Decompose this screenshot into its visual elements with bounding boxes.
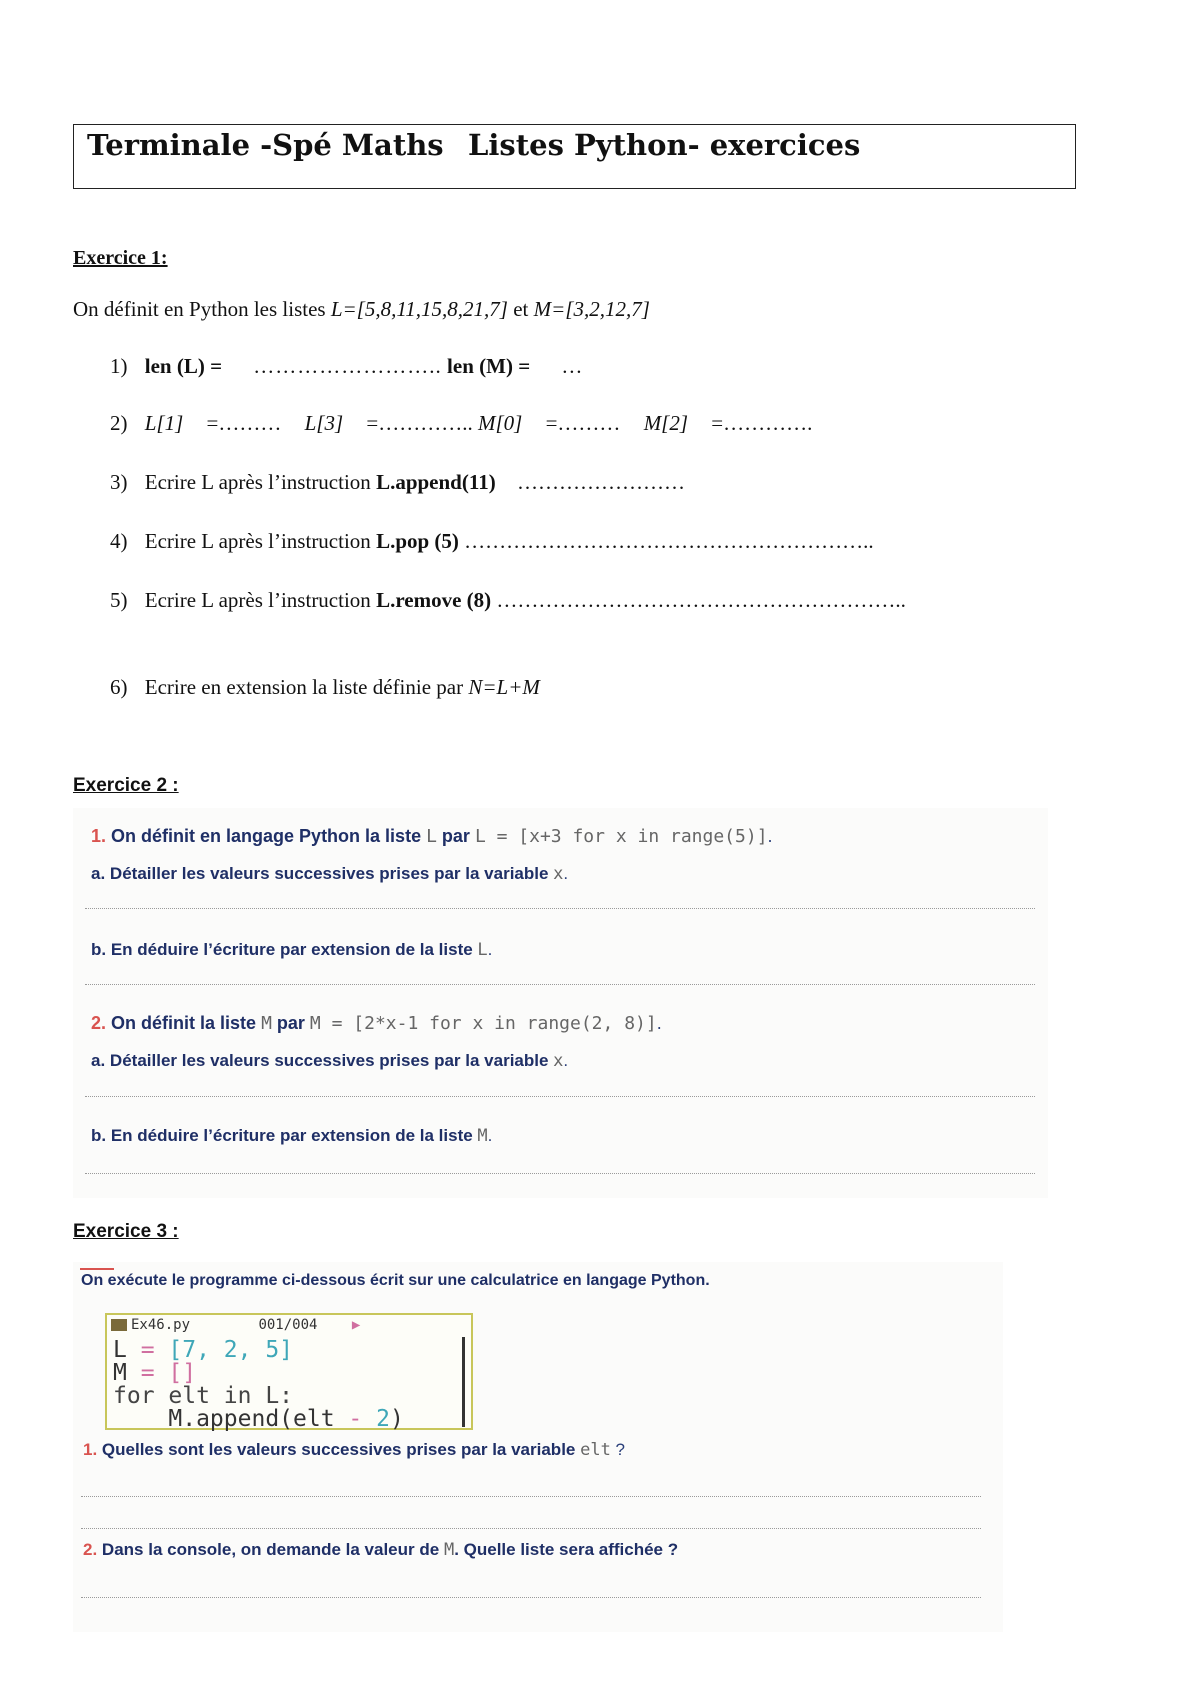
question-5 xyxy=(110,588,906,613)
ex2-question-2a xyxy=(91,1051,568,1071)
answer-dots: …………………… xyxy=(516,470,685,494)
ex2-question-1a xyxy=(91,864,568,884)
period: . xyxy=(487,1126,493,1145)
list-M-definition: M=[3,2,12,7] xyxy=(533,297,650,321)
var-elt: elt xyxy=(580,1440,611,1460)
period: . xyxy=(656,1013,662,1033)
question-4 xyxy=(110,529,874,554)
code-token: [7, 2, 5] xyxy=(168,1337,294,1363)
len-L: len (L) = xyxy=(144,354,223,378)
calc-filename: Ex46.py xyxy=(131,1317,191,1333)
code-token: L xyxy=(113,1337,127,1363)
intro-and: et xyxy=(507,297,534,321)
question-2 xyxy=(110,411,812,436)
question-number: 3) xyxy=(110,470,128,494)
ex2-question-1 xyxy=(91,826,773,847)
answer-dots: =…………. xyxy=(711,411,813,435)
question-3 xyxy=(110,470,685,495)
var-L: L xyxy=(426,826,437,847)
question-text: Ecrire L après l’instruction xyxy=(144,529,377,553)
answer-dots: =……… xyxy=(545,411,621,435)
period: . xyxy=(563,1051,569,1070)
question-text: On définit la liste xyxy=(111,1013,262,1033)
M-index-0: M[0] xyxy=(478,411,523,435)
calc-code xyxy=(113,1339,404,1431)
question-text: par xyxy=(271,1013,310,1033)
exercise-1-intro xyxy=(73,297,650,322)
code-M: M = [2*x-1 for x in range(2, 8)] xyxy=(309,1013,657,1034)
question-number: 2. xyxy=(91,1013,107,1033)
ex3-intro xyxy=(81,1272,710,1290)
file-icon xyxy=(111,1319,127,1331)
question-text: Détailler les valeurs successives prises par la variable xyxy=(109,1051,554,1070)
code-token: 2 xyxy=(362,1406,390,1432)
question-text: . Quelle liste sera affichée ? xyxy=(454,1540,679,1559)
question-mark: ? xyxy=(610,1440,625,1459)
expression-N: N=L+M xyxy=(468,675,540,699)
var-M: M xyxy=(477,1126,488,1146)
code-token: for elt in L: xyxy=(113,1383,294,1409)
answer-dots: ………………………………………………….. xyxy=(496,588,906,612)
sub-label: a. xyxy=(91,1051,106,1070)
var-L: L xyxy=(477,940,488,960)
period: . xyxy=(487,940,493,959)
question-number: 5) xyxy=(110,588,128,612)
question-number: 1) xyxy=(110,354,128,378)
exercise-1-title: Exercice 1: xyxy=(73,247,168,269)
var-x: x xyxy=(553,1051,564,1071)
sub-label: a. xyxy=(91,864,106,883)
code-token: [] xyxy=(168,1360,197,1386)
question-number: 2) xyxy=(110,411,128,435)
ex2-question-2 xyxy=(91,1013,662,1034)
answer-dots: … xyxy=(561,354,584,378)
answer-dots: …………………….. xyxy=(253,354,442,378)
calc-line-counter: 001/004 xyxy=(258,1317,318,1333)
question-text: par xyxy=(436,826,475,846)
var-M: M xyxy=(261,1013,272,1034)
period: . xyxy=(563,864,569,883)
instruction-remove: L.remove (8) xyxy=(376,588,492,612)
intro-text: On exécute le programme ci-dessous écrit sur une calculatrice en langage Python. xyxy=(81,1272,710,1289)
instruction-pop: L.pop (5) xyxy=(376,529,459,553)
answer-dots: =……… xyxy=(206,411,282,435)
calculator-header xyxy=(111,1317,360,1333)
question-text: Ecrire L après l’instruction xyxy=(144,588,377,612)
code-token: = xyxy=(126,1337,169,1363)
answer-line xyxy=(81,1597,981,1598)
ex3-question-1 xyxy=(83,1440,625,1460)
calculator-screen xyxy=(105,1313,473,1430)
code-token: = xyxy=(126,1360,169,1386)
question-number: 6) xyxy=(110,675,128,699)
M-index-2: M[2] xyxy=(643,411,689,435)
L-index-1: L[1] xyxy=(144,411,184,435)
code-L: L = [x+3 for x in range(5)] xyxy=(474,826,768,847)
exercise-2-title: Exercice 2 : xyxy=(73,775,179,796)
answer-line xyxy=(85,984,1035,985)
course-title: Terminale -Spé Maths xyxy=(87,128,444,162)
L-index-3: L[3] xyxy=(304,411,344,435)
scroll-bar xyxy=(462,1337,465,1427)
ex3-question-2 xyxy=(83,1540,678,1560)
code-token: ) xyxy=(389,1406,404,1432)
question-text: Ecrire en extension la liste définie par xyxy=(144,675,469,699)
var-x: x xyxy=(553,864,564,884)
question-text: En déduire l’écriture par extension de la liste xyxy=(110,1126,478,1145)
question-text: Détailler les valeurs successives prises par la variable xyxy=(109,864,554,883)
question-text: Quelles sont les valeurs successives prises par la variable xyxy=(101,1440,581,1459)
instruction-append: L.append(11) xyxy=(376,470,496,494)
period: . xyxy=(767,826,773,846)
intro-text: On définit en Python les listes xyxy=(73,297,331,321)
question-text: Ecrire L après l’instruction xyxy=(144,470,377,494)
ex2-question-2b xyxy=(91,1126,492,1146)
code-token: M.append(elt xyxy=(113,1406,349,1432)
code-token: - xyxy=(348,1406,363,1432)
exercise-2-panel xyxy=(73,808,1048,1198)
question-number: 2. xyxy=(83,1540,98,1559)
var-M: M xyxy=(443,1540,455,1560)
question-6 xyxy=(110,675,540,700)
sub-label: b. xyxy=(91,940,107,959)
answer-line xyxy=(81,1496,981,1497)
question-number: 1. xyxy=(91,826,107,846)
list-L-definition: L=[5,8,11,15,8,21,7] xyxy=(330,297,508,321)
question-number: 4) xyxy=(110,529,128,553)
sub-label: b. xyxy=(91,1126,107,1145)
len-M: len (M) = xyxy=(447,354,531,378)
question-number: 1. xyxy=(83,1440,98,1459)
question-text: Dans la console, on demande la valeur de xyxy=(101,1540,444,1559)
play-icon: ▶ xyxy=(351,1317,361,1333)
answer-line xyxy=(81,1528,981,1529)
worksheet-title: Listes Python- exercices xyxy=(468,128,861,162)
answer-dots: =………….. xyxy=(366,411,473,435)
exercise-3-title: Exercice 3 : xyxy=(73,1221,179,1242)
answer-line xyxy=(85,1096,1035,1097)
question-text: En déduire l’écriture par extension de la liste xyxy=(110,940,478,959)
question-1 xyxy=(110,354,583,379)
ex2-question-1b xyxy=(91,940,492,960)
question-text: On définit en langage Python la liste xyxy=(111,826,427,846)
answer-line xyxy=(85,1173,1035,1174)
answer-line xyxy=(85,908,1035,909)
code-token: M xyxy=(113,1360,127,1386)
answer-dots: ………………………………………………….. xyxy=(464,529,874,553)
red-accent-mark xyxy=(80,1268,114,1270)
